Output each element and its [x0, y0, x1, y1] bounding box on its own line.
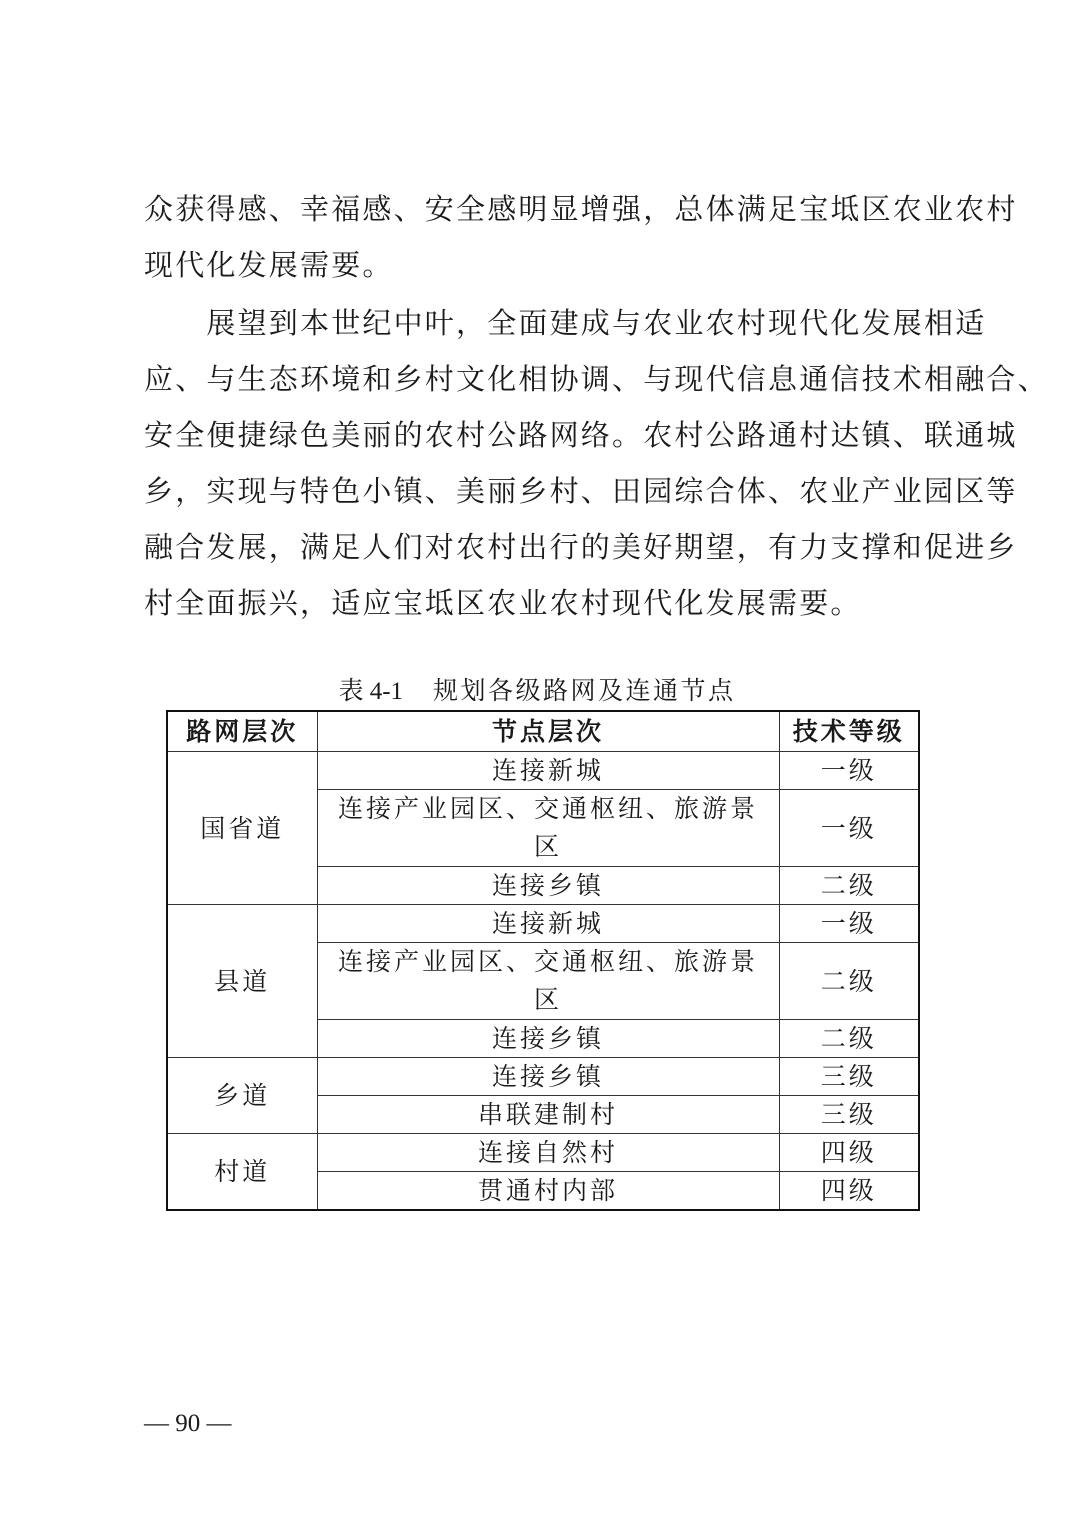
- paragraph-2-line-4: 乡，实现与特色小镇、美丽乡村、田园综合体、农业产业园区等: [144, 474, 1018, 508]
- road-level-cell: 县道: [167, 905, 317, 1058]
- paragraph-2-line-2: 应、与生态环境和乡村文化相协调、与现代信息通信技术相融合、: [144, 362, 1049, 396]
- grade-cell: 二级: [779, 943, 919, 1020]
- node-cell: 连接乡镇: [317, 867, 779, 905]
- grade-cell: 二级: [779, 1020, 919, 1058]
- grade-cell: 三级: [779, 1058, 919, 1096]
- paragraph-2-line-6: 村全面振兴，适应宝坻区农业农村现代化发展需要。: [144, 586, 862, 620]
- grade-cell: 一级: [779, 790, 919, 867]
- paragraph-1-line-1: 众获得感、幸福感、安全感明显增强，总体满足宝坻区农业农村: [144, 192, 1018, 226]
- header-tech-grade: 技术等级: [779, 711, 919, 752]
- road-network-table: [166, 710, 920, 1211]
- table-row: [167, 905, 919, 943]
- table-row: [167, 1058, 919, 1096]
- paragraph-2-line-5: 融合发展，满足人们对农村出行的美好期望，有力支撑和促进乡: [144, 530, 1018, 564]
- table-header-row: [167, 711, 919, 752]
- paragraph-2-line-3: 安全便捷绿色美丽的农村公路网络。农村公路通村达镇、联通城: [144, 418, 1018, 452]
- node-cell: 连接乡镇: [317, 1058, 779, 1096]
- table-caption-title: 规划各级路网及连通节点: [433, 676, 736, 705]
- grade-cell: 二级: [779, 867, 919, 905]
- node-cell: 贯通村内部: [317, 1172, 779, 1211]
- table-row: [167, 752, 919, 790]
- paragraph-2-line-1: 展望到本世纪中叶，全面建成与农业农村现代化发展相适: [144, 306, 987, 340]
- header-node-level: 节点层次: [317, 711, 779, 752]
- node-cell: 连接新城: [317, 905, 779, 943]
- grade-cell: 一级: [779, 905, 919, 943]
- node-cell: 连接产业园区、交通枢纽、旅游景区: [317, 790, 779, 867]
- road-level-cell: 乡道: [167, 1058, 317, 1134]
- grade-cell: 四级: [779, 1172, 919, 1211]
- paragraph-1-line-2: 现代化发展需要。: [144, 248, 394, 282]
- table-row: [167, 1134, 919, 1172]
- node-cell: 串联建制村: [317, 1096, 779, 1134]
- road-level-cell: 村道: [167, 1134, 317, 1211]
- grade-cell: 四级: [779, 1134, 919, 1172]
- node-cell: 连接产业园区、交通枢纽、旅游景区: [317, 943, 779, 1020]
- node-cell: 连接新城: [317, 752, 779, 790]
- grade-cell: 一级: [779, 752, 919, 790]
- grade-cell: 三级: [779, 1096, 919, 1134]
- table-caption: [0, 672, 1074, 711]
- road-level-cell: 国省道: [167, 752, 317, 905]
- node-cell: 连接自然村: [317, 1134, 779, 1172]
- node-cell: 连接乡镇: [317, 1020, 779, 1058]
- page-number: — 90 —: [144, 1410, 232, 1437]
- header-road-level: 路网层次: [167, 711, 317, 752]
- table-caption-number: 表 4-1: [338, 678, 404, 705]
